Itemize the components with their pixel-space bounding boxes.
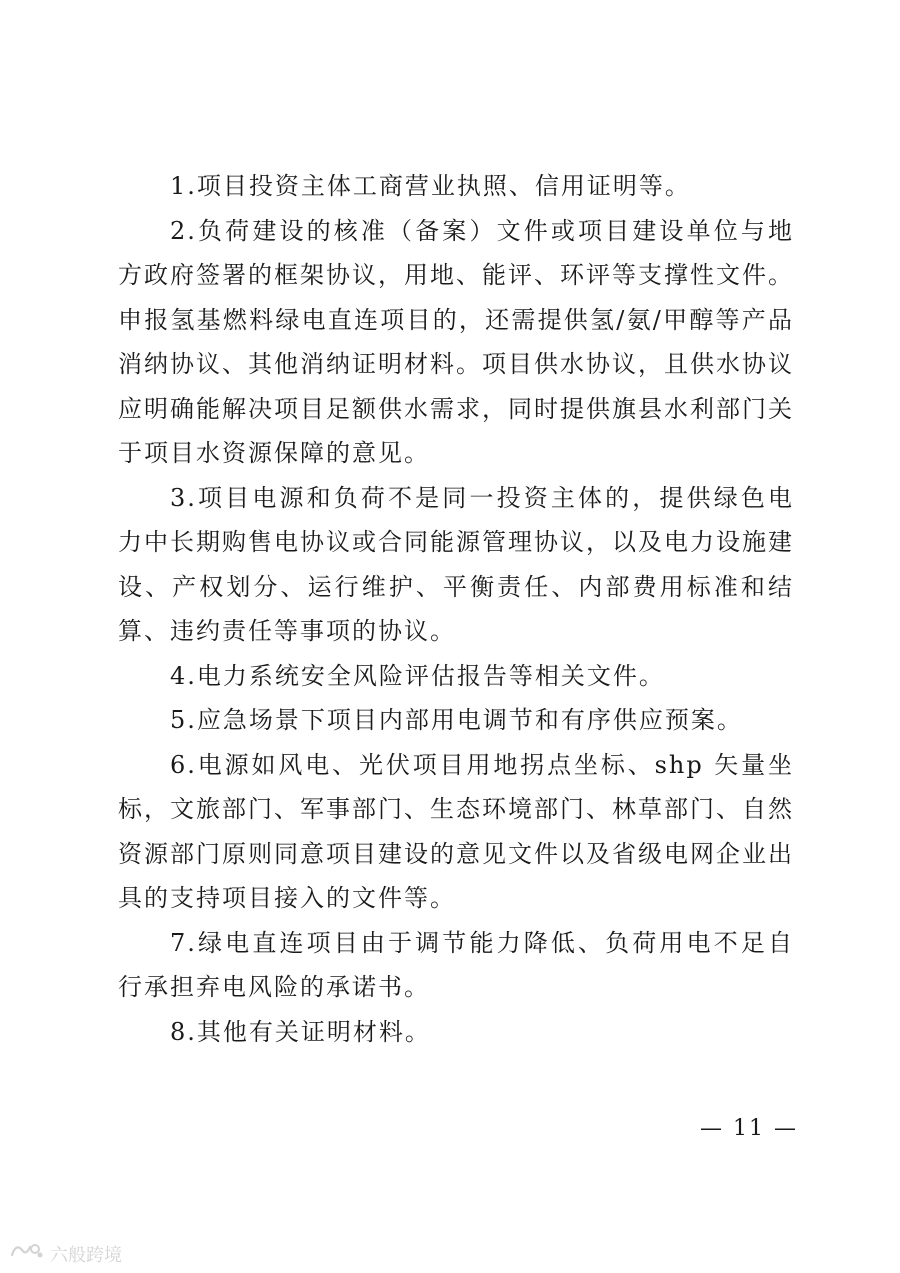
document-body <box>118 164 794 1054</box>
paragraph-item-4: 4.电力系统安全风险评估报告等相关文件。 <box>170 661 665 690</box>
paragraph-item-3: 3.项目电源和负荷不是同一投资主体的，提供绿色电力中长期购售电协议或合同能源管理协议，以及电力设施建设、产权划分、运行维护、平衡责任、内部费用标准和结算、违约责任等事项的协议。 <box>118 483 794 645</box>
watermark <box>8 1240 122 1267</box>
paragraph-item-2: 2.负荷建设的核准（备案）文件或项目建设单位与地方政府签署的框架协议，用地、能评、环评等支撑性文件。申报氢基燃料绿电直连项目的，还需提供氢/氨/甲醇等产品消纳协议、其他消纳证明材料。项目供水协议，且供水协议应明确能解决项目足额供水需求，同时提供旗县水利部门关于项目水资源保障的意见。 <box>118 216 794 467</box>
paragraph-item-1: 1.项目投资主体工商营业执照、信用证明等。 <box>170 172 691 200</box>
paragraph-item-6: 6.电源如风电、光伏项目用地拐点坐标、shp 矢量坐标，文旅部门、军事部门、生态环境部门、林草部门、自然资源部门原则同意项目建设的意见文件以及省级电网企业出具的支持项目接入的文件等。 <box>118 750 794 912</box>
paragraph-item-8: 8.其他有关证明材料。 <box>170 1017 431 1046</box>
watermark-logo-icon <box>8 1240 50 1267</box>
watermark-text: 六般跨境 <box>50 1244 122 1266</box>
paragraph-item-7: 7.绿电直连项目由于调节能力降低、负荷用电不足自行承担弃电风险的承诺书。 <box>118 928 794 1001</box>
paragraph-item-5: 5.应急场景下项目内部用电调节和有序供应预案。 <box>170 706 743 734</box>
page-number: — 11 — <box>700 1116 798 1141</box>
